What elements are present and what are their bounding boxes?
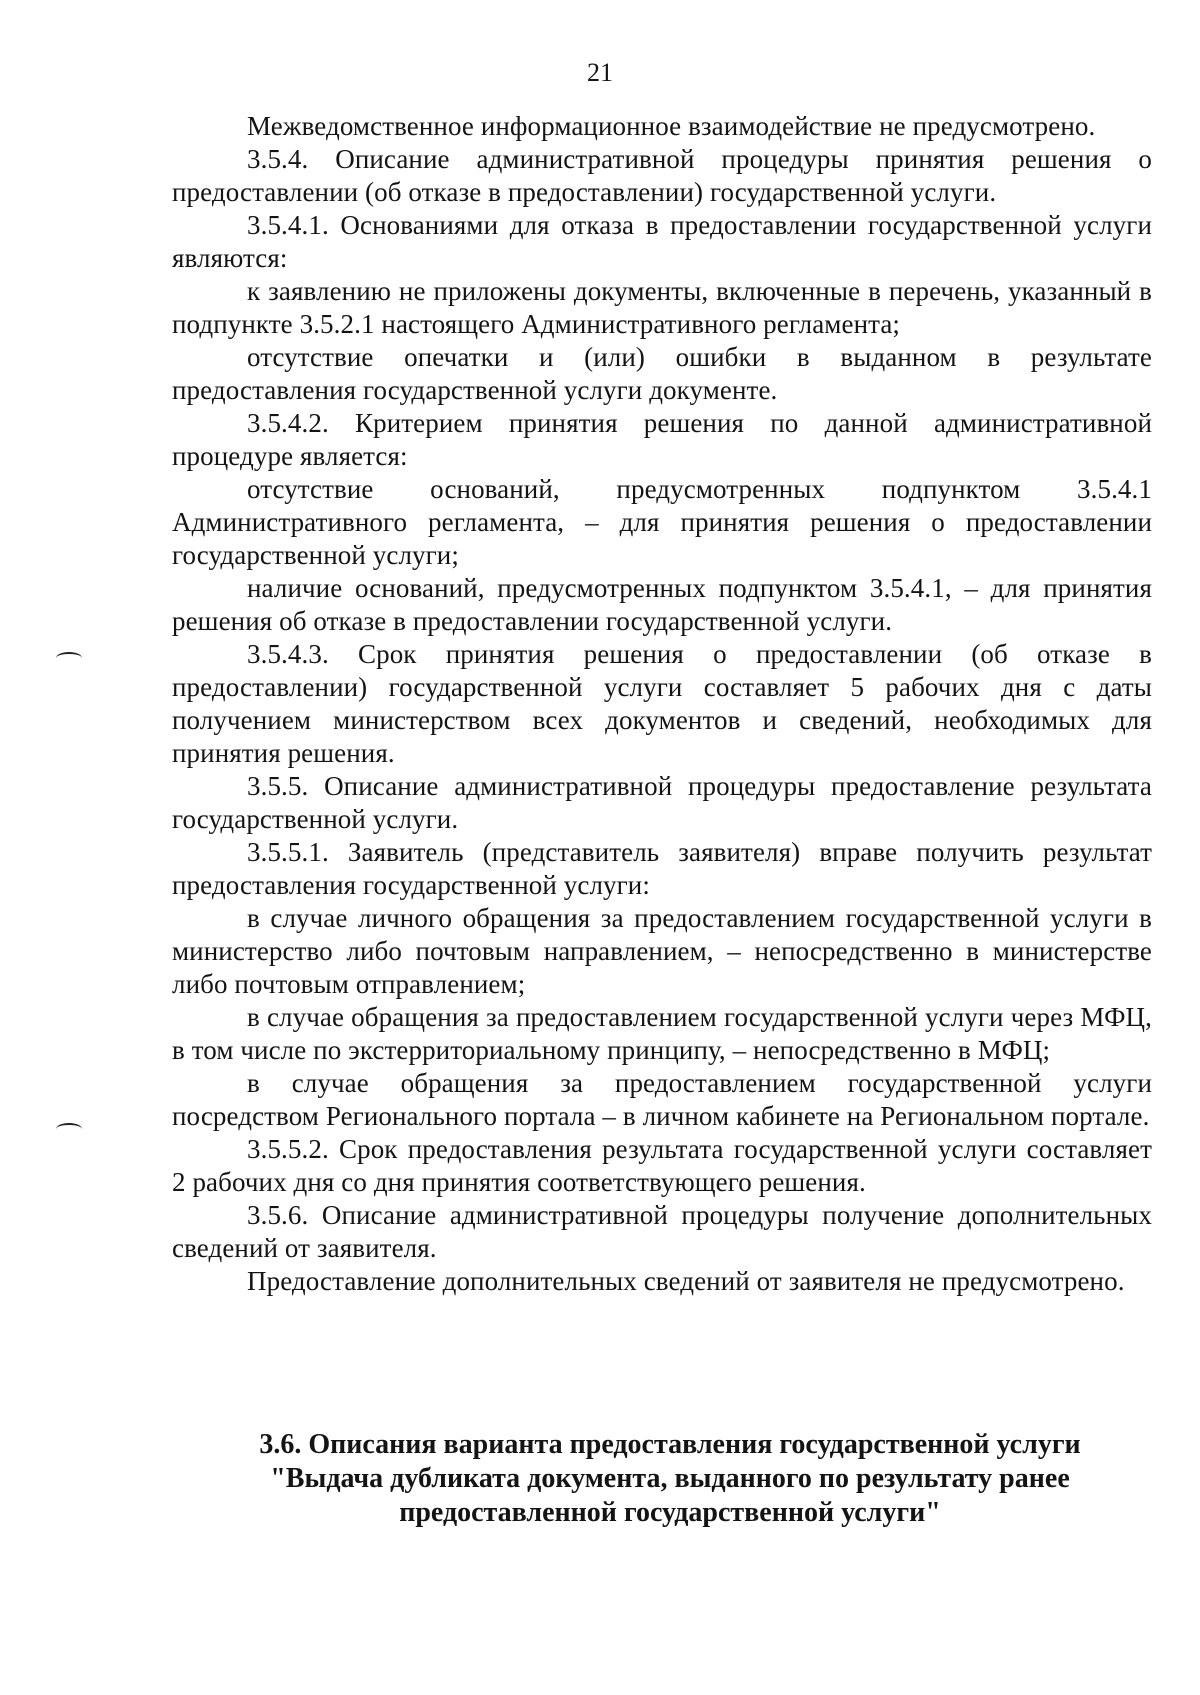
paragraph: 3.5.4.2. Критерием принятия решения по данной административной процедуре является: <box>172 408 1152 471</box>
paragraph: в случае обращения за предоставлением государственной услуги посредством Регионального портала – в личном кабинете на Региональном портале. <box>172 1068 1152 1131</box>
section-heading-line: предоставленной государственной услуги" <box>399 1497 941 1528</box>
paragraph: Предоставление дополнительных сведений от заявителя не предусмотрено. <box>247 1266 1125 1296</box>
margin-mark <box>56 652 82 664</box>
paragraph: отсутствие опечатки и (или) ошибки в выданном в результате предоставления государственной услуги документе. <box>172 342 1152 405</box>
paragraph: 3.5.5.2. Срок предоставления результата государственной услуги составляет 2 рабочих дня со дня принятия соответствующего решения. <box>172 1134 1152 1197</box>
paragraph: к заявлению не приложены документы, включенные в перечень, указанный в подпункте 3.5.2.1 настоящего Административного регламента; <box>172 276 1152 339</box>
section-heading <box>180 1428 1160 1530</box>
paragraph: наличие оснований, предусмотренных подпунктом 3.5.4.1, – для принятия решения об отказе в предоставлении государственной услуги. <box>172 573 1152 636</box>
paragraph: 3.5.4.3. Срок принятия решения о предоставлении (об отказе в предоставлении) государственной услуги составляет 5 рабочих дня с даты получением министерством всех документов и сведений, необходимых для принятия решения. <box>172 639 1152 768</box>
paragraph: в случае обращения за предоставлением государственной услуги через МФЦ, в том числе по экстерриториальному принципу, – непосредственно в МФЦ; <box>172 1002 1152 1065</box>
paragraph: Межведомственное информационное взаимодействие не предусмотрено. <box>247 111 1096 141</box>
page-number: 21 <box>587 58 613 87</box>
section-heading-line: 3.6. Описания варианта предоставления государственной услуги <box>259 1429 1081 1460</box>
body-text <box>172 110 1152 1298</box>
margin-mark <box>56 1123 82 1135</box>
paragraph: отсутствие оснований, предусмотренных подпунктом 3.5.4.1 Административного регламента, – для принятия решения о предоставлении государственной услуги; <box>172 474 1152 570</box>
section-heading-line: "Выдача дубликата документа, выданного по результату ранее <box>270 1463 1070 1494</box>
paragraph: 3.5.4.1. Основаниями для отказа в предоставлении государственной услуги являются: <box>172 210 1152 273</box>
paragraph: 3.5.5.1. Заявитель (представитель заявителя) вправе получить результат предоставления государственной услуги: <box>172 837 1152 900</box>
paragraph: 3.5.5. Описание административной процедуры предоставление результата государственной услуги. <box>172 771 1152 834</box>
paragraph: 3.5.4. Описание административной процедуры принятия решения о предоставлении (об отказе в предоставлении) государственной услуги. <box>172 144 1152 207</box>
paragraph: в случае личного обращения за предоставлением государственной услуги в министерство либо почтовым направлением, – непосредственно в министерстве либо почтовым отправлением; <box>172 903 1152 999</box>
paragraph: 3.5.6. Описание административной процедуры получение дополнительных сведений от заявителя. <box>172 1200 1152 1263</box>
